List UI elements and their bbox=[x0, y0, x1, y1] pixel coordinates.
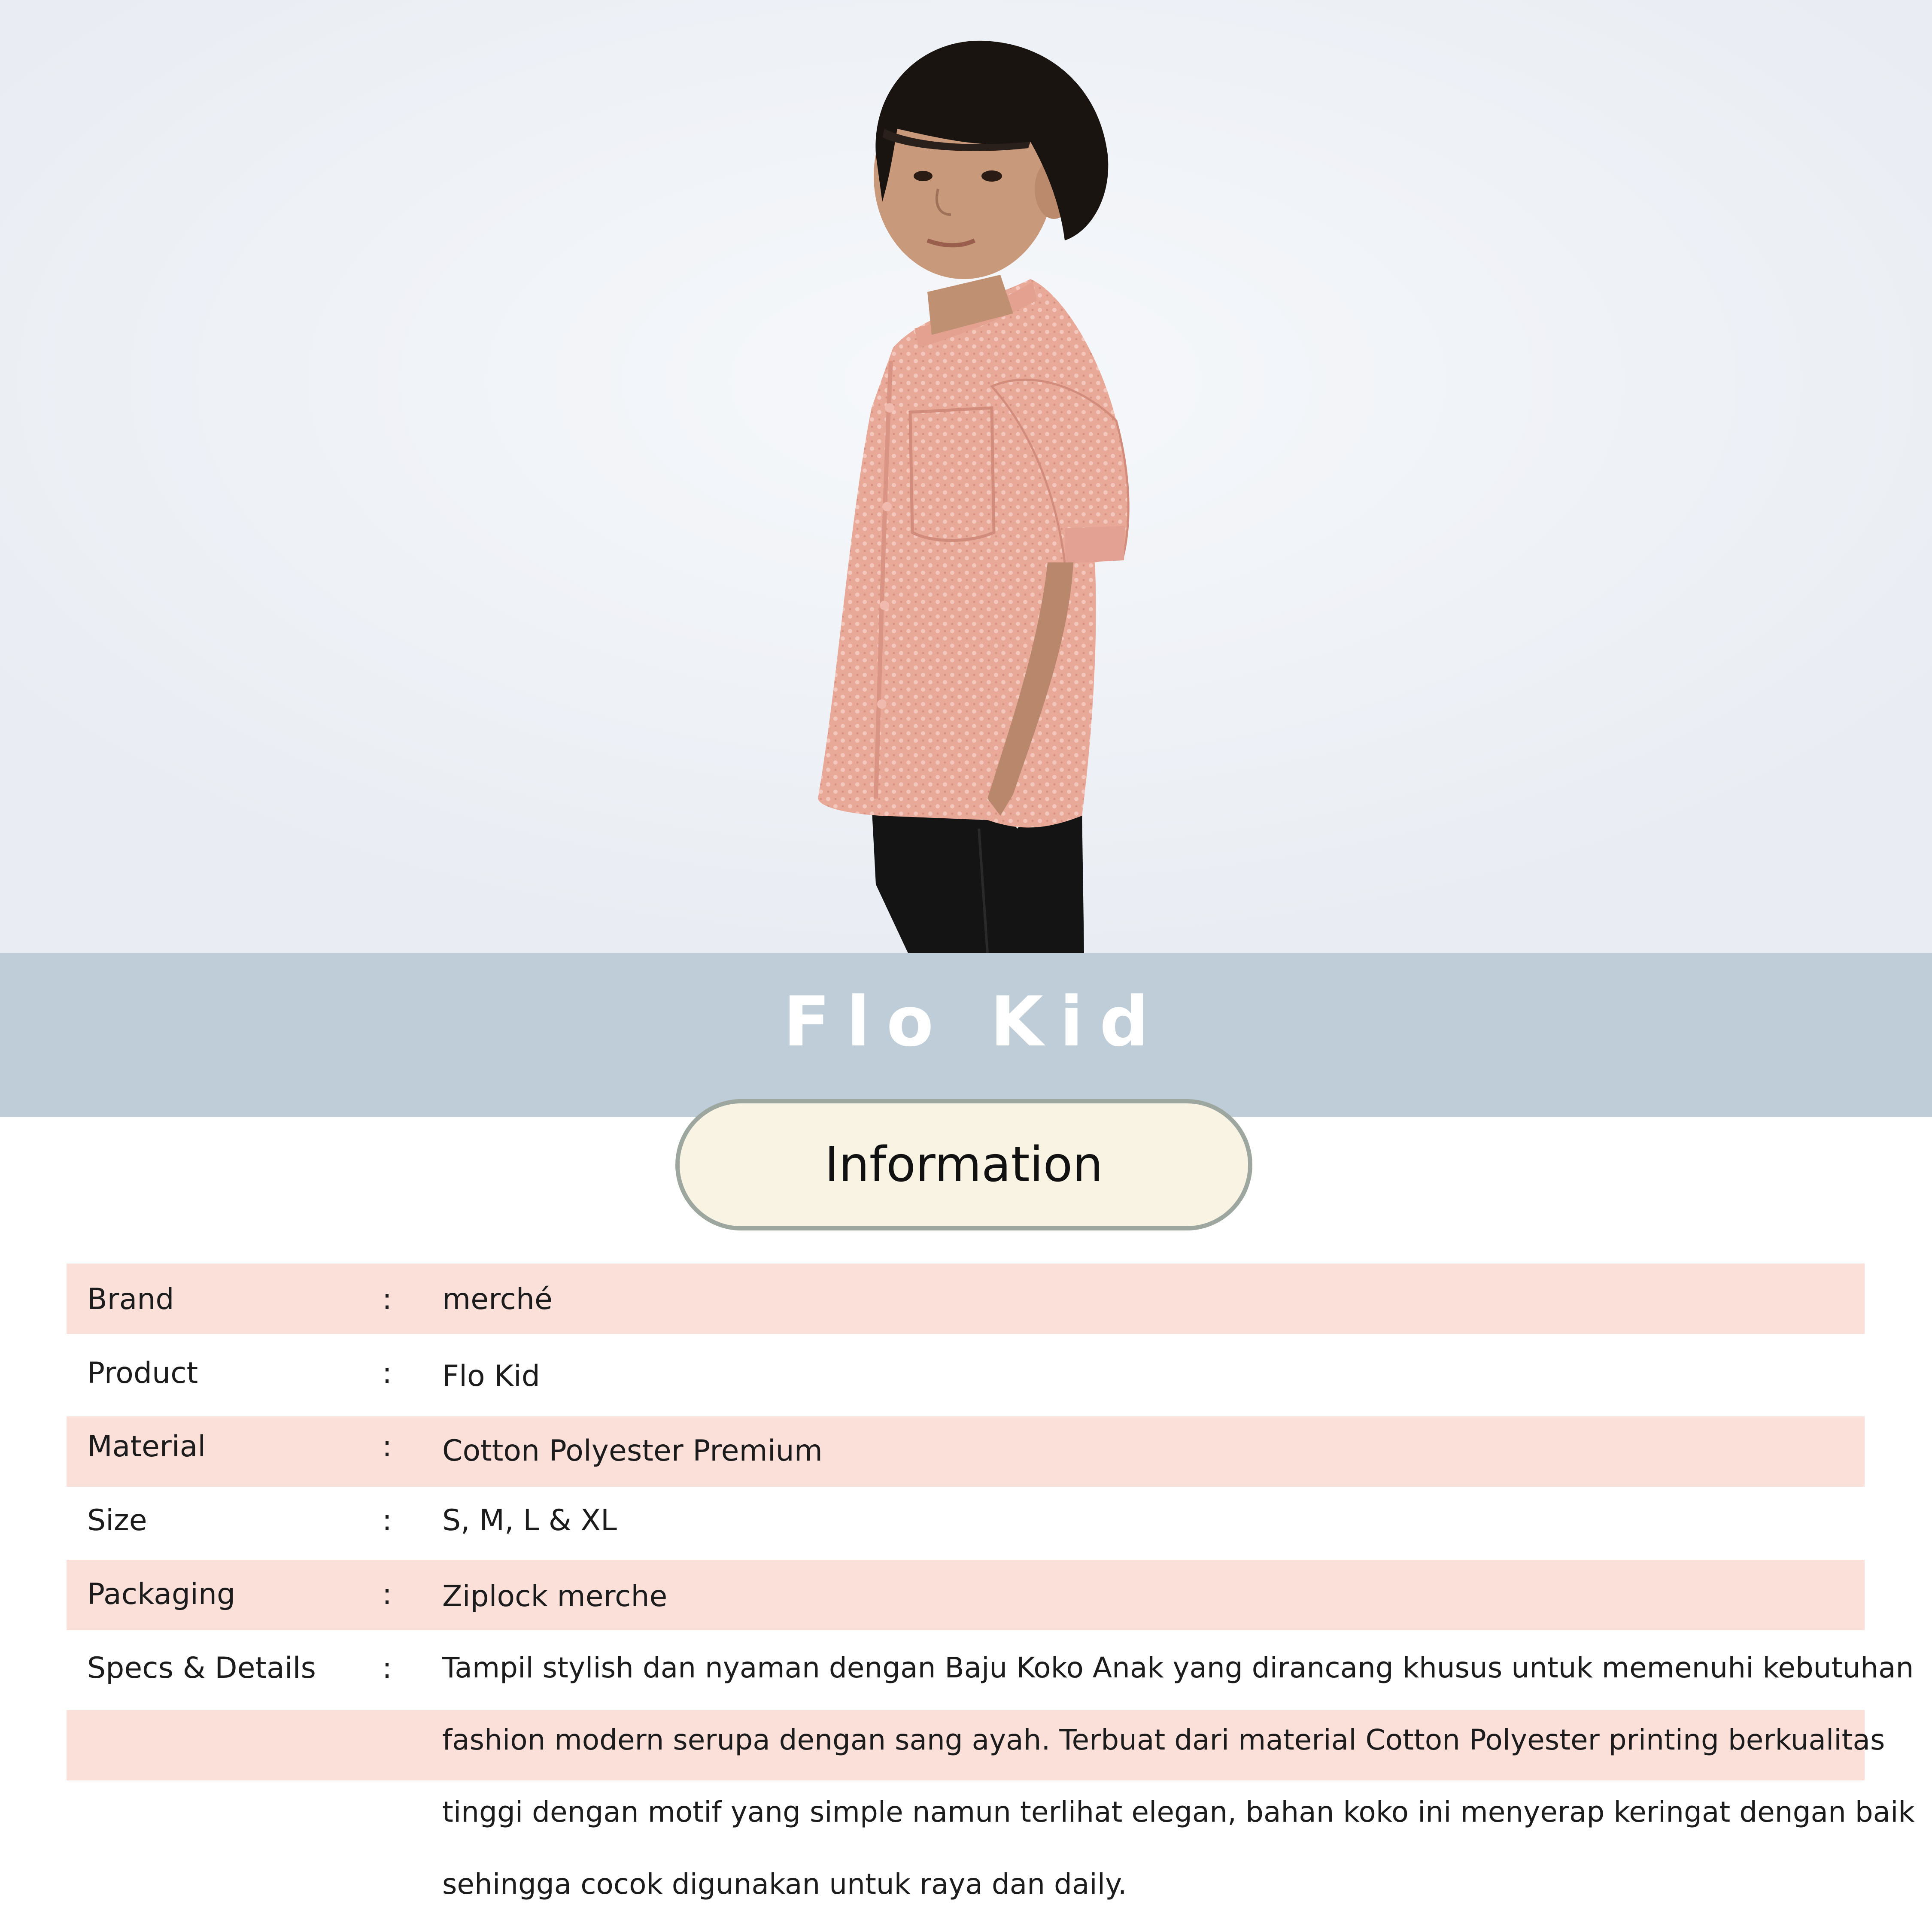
row-label-product: Product bbox=[87, 1356, 198, 1390]
row-value-product: Flo Kid bbox=[442, 1359, 540, 1393]
row-separator: : bbox=[382, 1430, 392, 1464]
details-line: Tampil stylish dan nyaman dengan Baju Koko Anak yang dirancang khusus untuk memenuhi kebutuhan bbox=[442, 1651, 1914, 1684]
product-title: Flo Kid bbox=[783, 981, 1165, 1062]
row-separator: : bbox=[382, 1282, 392, 1316]
row-label-brand: Brand bbox=[87, 1282, 174, 1316]
details-line: sehingga cocok digunakan untuk raya dan daily. bbox=[442, 1868, 1127, 1901]
boy-model-illustration bbox=[0, 0, 1932, 953]
row-value-brand: merché bbox=[442, 1282, 553, 1316]
row-value-size: S, M, L & XL bbox=[442, 1504, 617, 1537]
row-label-size: Size bbox=[87, 1504, 147, 1537]
row-separator: : bbox=[382, 1577, 392, 1611]
details-line: tinggi dengan motif yang simple namun terlihat elegan, bahan koko ini menyerap keringat dengan baik bbox=[442, 1795, 1915, 1829]
row-value-packaging: Ziplock merche bbox=[442, 1580, 668, 1613]
row-value-material: Cotton Polyester Premium bbox=[442, 1434, 823, 1468]
row-separator: : bbox=[382, 1356, 392, 1390]
row-label-packaging: Packaging bbox=[87, 1577, 236, 1611]
row-stripe-packaging bbox=[67, 1560, 1865, 1630]
row-label-specs-details: Specs & Details bbox=[87, 1651, 316, 1685]
product-photo bbox=[0, 0, 1932, 953]
row-separator: : bbox=[382, 1504, 392, 1537]
information-badge bbox=[675, 1099, 1252, 1230]
details-line: fashion modern serupa dengan sang ayah. Terbuat dari material Cotton Polyester printing berkualitas bbox=[442, 1723, 1885, 1756]
row-stripe-material bbox=[67, 1416, 1865, 1487]
row-stripe-brand bbox=[67, 1264, 1865, 1334]
row-label-material: Material bbox=[87, 1430, 206, 1464]
row-separator: : bbox=[382, 1651, 392, 1685]
information-label: Information bbox=[824, 1137, 1103, 1193]
